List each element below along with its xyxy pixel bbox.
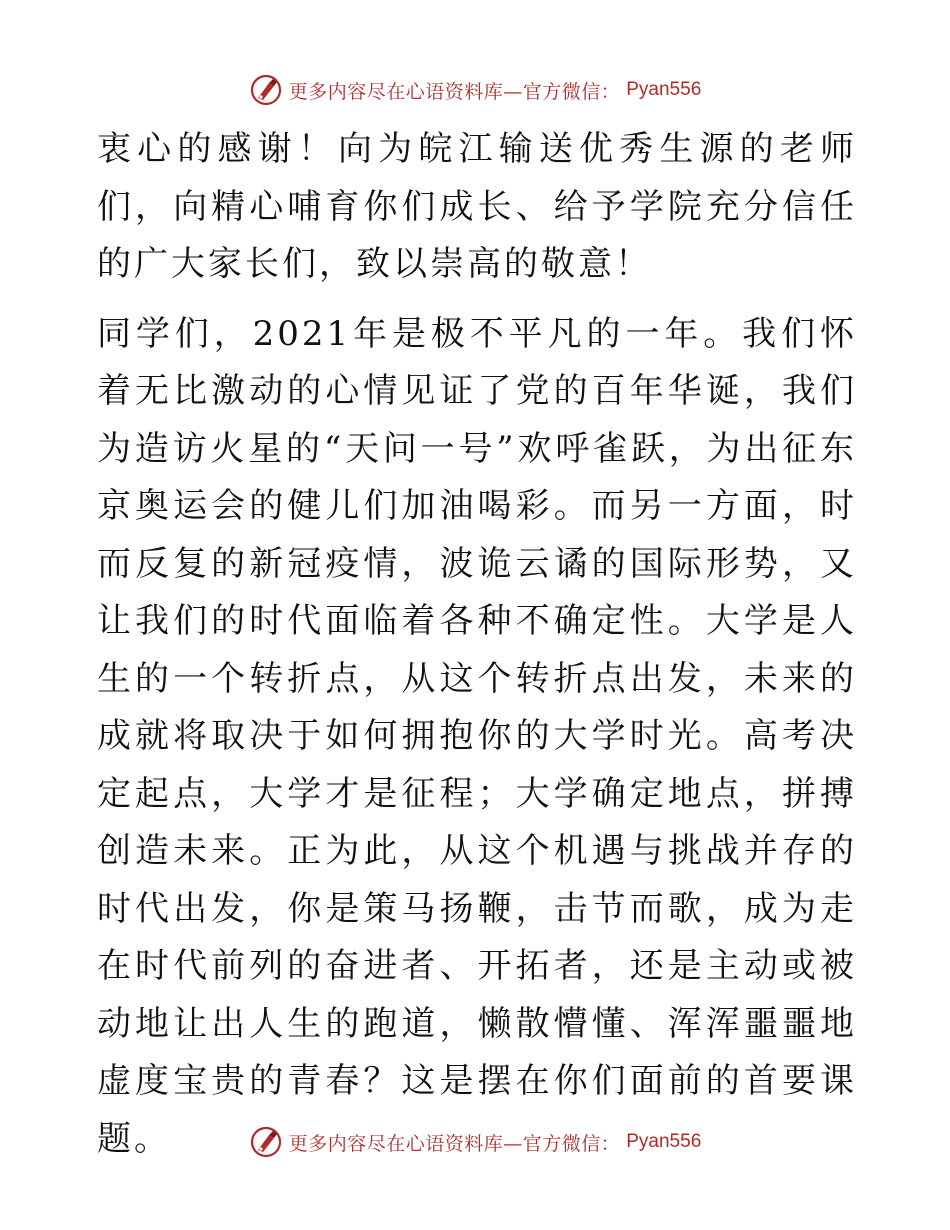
- header-banner-wechat-id: Pyan556: [626, 79, 702, 100]
- paragraph-2: 同学们，2021年是极不平凡的一年。我们怀着无比激动的心情见证了党的百年华诞，我们为造访火星的“天问一号”欢呼雀跃，为出征东京奥运会的健儿们加油喝彩。而另一方面，时而反复的新冠疫情，波诡云谲的国际形势，又让我们的时代面临着各种不确定性。大学是人生的一个转折点，从这个转折点出发，未来的成就将取决于如何拥抱你的大学时光。高考决定起点，大学才是征程；大学确定地点，拼搏创造未来。正为此，从这个机遇与挑战并存的时代出发，你是策马扬鞭，击节而歌，成为走在时代前列的奋进者、开拓者，还是主动或被动地让出人生的跑道，懒散懵懂、浑浑噩噩地虚度宝贵的青春？这是摆在你们面前的首要课题。: [97, 313, 857, 1159]
- footer-banner-text: 更多内容尽在心语资料库—官方微信：: [288, 1132, 621, 1155]
- footer-watermark-banner: [0, 1122, 950, 1162]
- paragraph-1: 衷心的感谢！向为皖江输送优秀生源的老师们，向精心哺育你们成长、给予学院充分信任的广大家长们，致以崇高的敬意！: [97, 129, 857, 284]
- header-watermark-banner: [0, 70, 950, 110]
- footer-banner-wechat-id: Pyan556: [626, 1131, 702, 1152]
- footer-banner-inner: [249, 1125, 702, 1159]
- pen-nib-logo-icon: [249, 1125, 283, 1159]
- header-banner-text: 更多内容尽在心语资料库—官方微信：: [288, 80, 621, 103]
- header-banner-inner: [249, 73, 702, 107]
- pen-nib-logo-icon: [249, 73, 283, 107]
- body-text: [97, 121, 857, 1168]
